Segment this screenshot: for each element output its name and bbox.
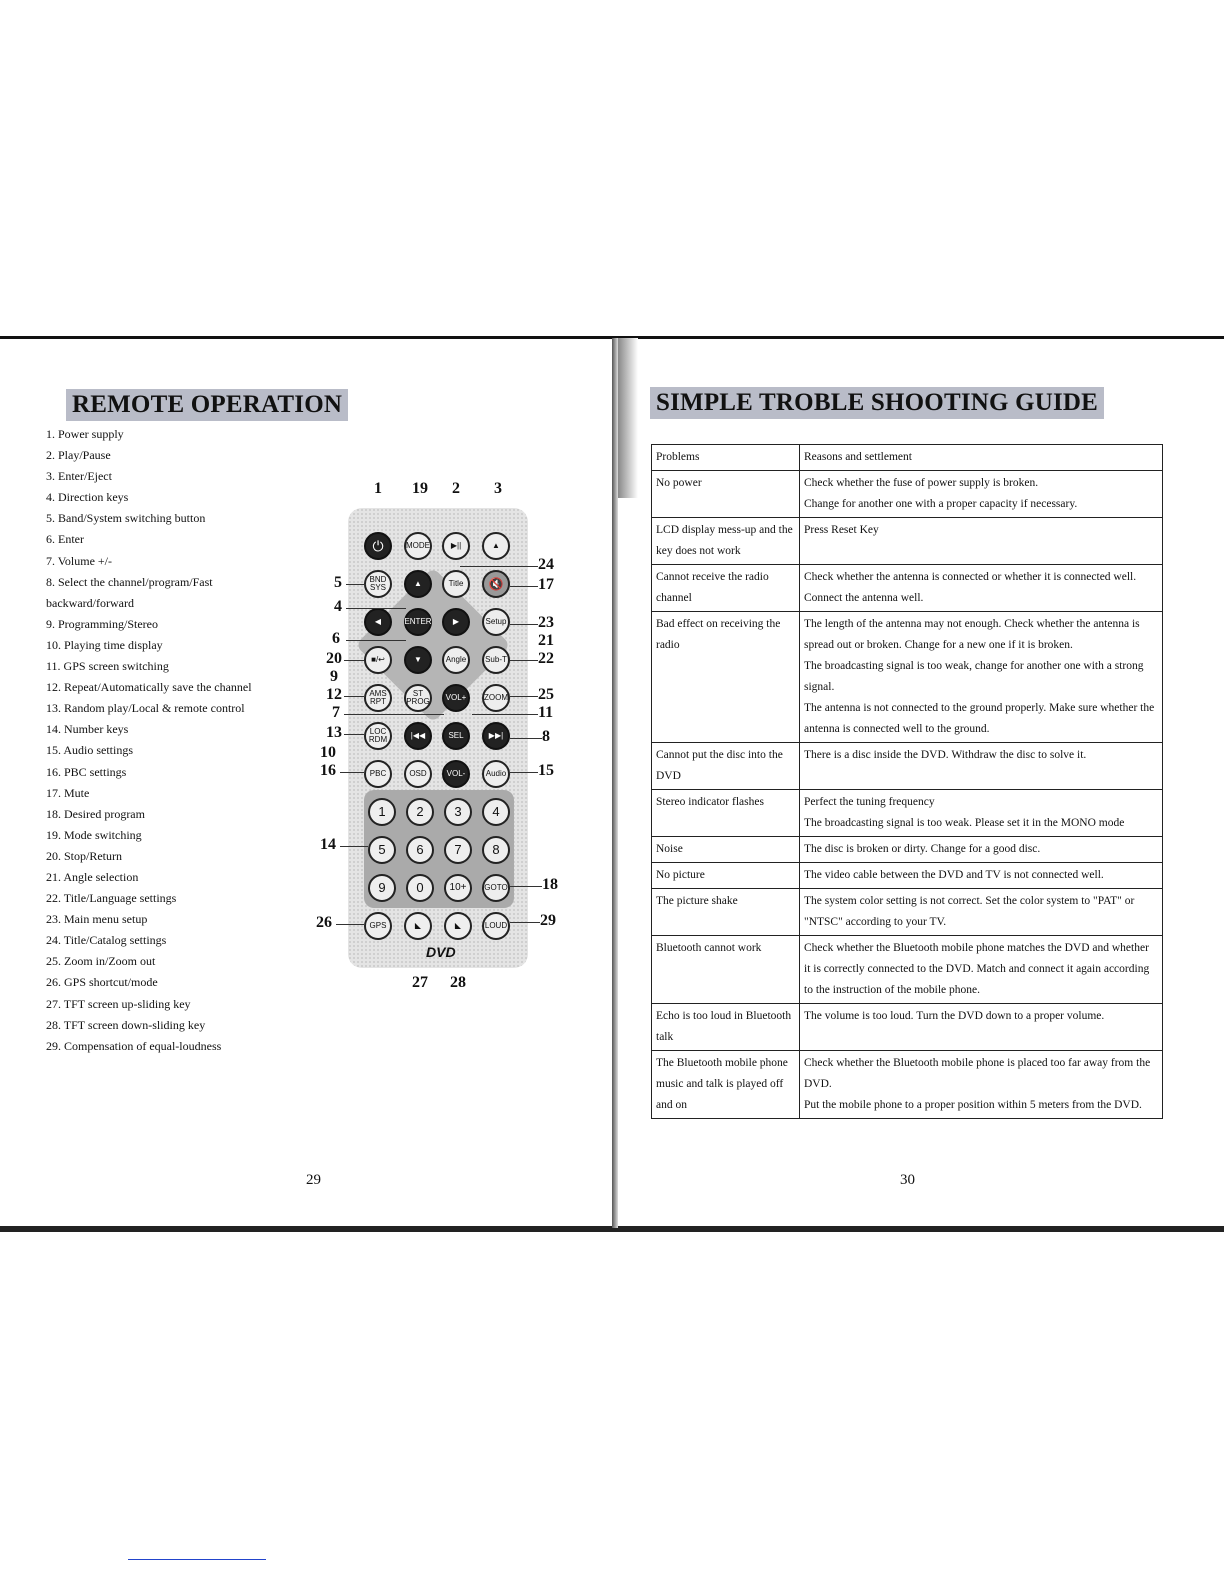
loc-rdm-button: LOC RDM xyxy=(364,722,392,750)
callout-label: 22 xyxy=(538,650,554,667)
callout-label: 17 xyxy=(538,576,554,593)
reason-line: The length of the antenna may not enough. Check whether the antenna is spread out or broken. Change for a new one if it is broken. xyxy=(804,618,1140,651)
callout-label: 24 xyxy=(538,556,554,573)
st-prog-button: ST PROG xyxy=(404,684,432,712)
loudness-button: LOUD xyxy=(482,912,510,940)
reason-cell xyxy=(800,743,1163,790)
reason-line: Put the mobile phone to a proper position within 5 meters from the DVD. xyxy=(804,1099,1142,1111)
left-button: ◀ xyxy=(364,608,392,636)
reason-line: Check whether the Bluetooth mobile phone is placed too far away from the DVD. xyxy=(804,1057,1151,1090)
leader-line xyxy=(340,846,368,847)
callout-label: 28 xyxy=(450,974,466,991)
gps-button: GPS xyxy=(364,912,392,940)
callout-label: 14 xyxy=(320,836,336,853)
list-item: 15. Audio settings xyxy=(46,743,134,758)
number-4-button: 4 xyxy=(482,798,510,826)
reason-cell xyxy=(800,518,1163,565)
reason-line: Check whether the Bluetooth mobile phone matches the DVD and whether it is correctly connected to the DVD. Match and connect it again according to the instruction of the mobile phone. xyxy=(804,942,1150,996)
leader-line xyxy=(344,660,364,661)
angle-button: Angle xyxy=(442,646,470,674)
reason-line: Press Reset Key xyxy=(804,524,879,536)
mode-button: MODE xyxy=(404,532,432,560)
list-item: 17. Mute xyxy=(46,785,90,800)
power-button xyxy=(364,532,392,560)
list-item: 11. GPS screen switching xyxy=(46,659,169,674)
down-button: ▼ xyxy=(404,646,432,674)
reason-cell xyxy=(800,790,1163,837)
leader-line xyxy=(510,586,538,587)
list-item: 5. Band/System switching button xyxy=(46,511,206,526)
callout-label: 10 xyxy=(320,744,336,761)
number-7-button: 7 xyxy=(444,836,472,864)
leader-line xyxy=(510,886,542,887)
reason-line: The antenna is not connected to the ground properly. Make sure whether the antenna is connected well to the ground. xyxy=(804,702,1155,735)
leader-line xyxy=(344,714,444,715)
leader-line xyxy=(510,624,538,625)
reason-cell xyxy=(800,612,1163,743)
list-item: 12. Repeat/Automatically save the channel xyxy=(46,680,252,695)
callout-label: 19 xyxy=(412,480,428,497)
list-item: 18. Desired program xyxy=(46,806,145,821)
reason-line: The system color setting is not correct. Set the color system to "PAT" or "NTSC" according to your TV. xyxy=(804,895,1135,928)
band-system-button: BND SYS xyxy=(364,570,392,598)
reason-line: Perfect the tuning frequency xyxy=(804,796,935,808)
list-item: 20. Stop/Return xyxy=(46,848,123,863)
remote-illustration xyxy=(300,470,580,1000)
callout-label: 29 xyxy=(540,912,556,929)
callout-label: 7 xyxy=(332,704,340,721)
title-button: Title xyxy=(442,570,470,598)
problem-cell: The Bluetooth mobile phone music and talk is played off and on xyxy=(652,1051,800,1119)
troubleshooting-table xyxy=(651,444,1163,1119)
enter-button: ENTER xyxy=(404,608,432,636)
number-5-button: 5 xyxy=(368,836,396,864)
tft-up-slide-button: ◣ xyxy=(404,912,432,940)
audio-button: Audio xyxy=(482,760,510,788)
callout-label: 18 xyxy=(542,876,558,893)
list-item: 27. TFT screen up-sliding key xyxy=(46,996,191,1011)
number-10plus-button: 10+ xyxy=(444,874,472,902)
reason-line: The broadcasting signal is too weak. Please set it in the MONO mode xyxy=(804,817,1125,829)
select-button: SEL xyxy=(442,722,470,750)
table-row xyxy=(652,1004,1163,1051)
callout-label: 15 xyxy=(538,762,554,779)
tft-down-slide-button: ◣ xyxy=(444,912,472,940)
callout-label: 2 xyxy=(452,480,460,497)
list-item: 23. Main menu setup xyxy=(46,912,148,927)
list-item: 7. Volume +/- xyxy=(46,553,112,568)
reason-line: Check whether the antenna is connected or whether it is connected well. xyxy=(804,571,1137,583)
reason-cell xyxy=(800,565,1163,612)
problem-cell: No picture xyxy=(652,863,800,889)
leader-line xyxy=(346,584,366,585)
list-item: 6. Enter xyxy=(46,532,84,547)
mute-button xyxy=(482,570,510,598)
leader-line xyxy=(510,696,538,697)
leader-line xyxy=(346,640,406,641)
list-item: 21. Angle selection xyxy=(46,869,139,884)
ams-rpt-button: AMS RPT xyxy=(364,684,392,712)
reason-line: The video cable between the DVD and TV is not connected well. xyxy=(804,869,1104,881)
list-item: 25. Zoom in/Zoom out xyxy=(46,954,156,969)
callout-label: 11 xyxy=(538,704,554,721)
table-row xyxy=(652,936,1163,1004)
callout-label: 21 xyxy=(538,632,554,649)
number-1-button: 1 xyxy=(368,798,396,826)
number-6-button: 6 xyxy=(406,836,434,864)
problem-cell: Cannot receive the radio channel xyxy=(652,565,800,612)
list-item: 16. PBC settings xyxy=(46,764,127,779)
page-number-left: 29 xyxy=(306,1172,321,1188)
number-0-button: 0 xyxy=(406,874,434,902)
reason-line: The volume is too loud. Turn the DVD down to a proper volume. xyxy=(804,1010,1105,1022)
reason-cell xyxy=(800,1004,1163,1051)
stop-return-button: ■/↩ xyxy=(364,646,392,674)
callout-label: 27 xyxy=(412,974,428,991)
problem-cell: LCD display mess-up and the key does not work xyxy=(652,518,800,565)
problem-cell: No power xyxy=(652,471,800,518)
reason-cell xyxy=(800,471,1163,518)
table-row xyxy=(652,612,1163,743)
list-item: 19. Mode switching xyxy=(46,827,142,842)
list-item: 26. GPS shortcut/mode xyxy=(46,975,158,990)
list-item: 8. Select the channel/program/Fast xyxy=(46,574,213,589)
number-9-button: 9 xyxy=(368,874,396,902)
problem-cell: Stereo indicator flashes xyxy=(652,790,800,837)
subtitle-button: Sub-T xyxy=(482,646,510,674)
remote-feature-list xyxy=(46,424,306,1057)
table-row xyxy=(652,471,1163,518)
leader-line xyxy=(510,922,540,923)
callout-label: 13 xyxy=(326,724,342,741)
right-button: ▶ xyxy=(442,608,470,636)
previous-button: |◀◀ xyxy=(404,722,432,750)
problem-cell: Cannot put the disc into the DVD xyxy=(652,743,800,790)
callout-label: 4 xyxy=(334,598,342,615)
list-item: 2. Play/Pause xyxy=(46,448,111,463)
list-item: 13. Random play/Local & remote control xyxy=(46,701,245,716)
volume-up-button: VOL+ xyxy=(442,684,470,712)
callout-label: 23 xyxy=(538,614,554,631)
number-2-button: 2 xyxy=(406,798,434,826)
problem-cell: Echo is too loud in Bluetooth talk xyxy=(652,1004,800,1051)
leader-line xyxy=(510,738,542,739)
callout-label: 12 xyxy=(326,686,342,703)
list-item: 4. Direction keys xyxy=(46,490,129,505)
reason-cell xyxy=(800,863,1163,889)
page-shadow xyxy=(618,338,638,498)
troubleshooting-heading: SIMPLE TROBLE SHOOTING GUIDE xyxy=(650,387,1104,419)
list-item: 22. Title/Language settings xyxy=(46,891,177,906)
leader-line xyxy=(336,924,364,925)
callout-label: 3 xyxy=(494,480,502,497)
eject-button: ▲ xyxy=(482,532,510,560)
leader-line xyxy=(510,772,538,773)
list-item: 10. Playing time display xyxy=(46,637,163,652)
problem-cell: The picture shake xyxy=(652,889,800,936)
problem-cell: Bluetooth cannot work xyxy=(652,936,800,1004)
reason-line: The broadcasting signal is too weak, change for another one with a strong signal. xyxy=(804,660,1144,693)
callout-label: 16 xyxy=(320,762,336,779)
table-row xyxy=(652,790,1163,837)
page-number-right: 30 xyxy=(900,1172,915,1188)
dvd-logo: DVD xyxy=(426,944,456,960)
reason-cell xyxy=(800,1051,1163,1119)
table-row xyxy=(652,837,1163,863)
next-button: ▶▶| xyxy=(482,722,510,750)
leader-line xyxy=(344,734,364,735)
callout-label: 1 xyxy=(374,480,382,497)
leader-line xyxy=(346,608,406,609)
reason-cell xyxy=(800,837,1163,863)
callout-label: 26 xyxy=(316,914,332,931)
number-8-button: 8 xyxy=(482,836,510,864)
callout-label: 6 xyxy=(332,630,340,647)
mute-icon: 🔇 xyxy=(488,577,504,591)
leader-line xyxy=(510,660,538,661)
reason-line: Connect the antenna well. xyxy=(804,592,924,604)
problem-cell: Noise xyxy=(652,837,800,863)
reason-line: There is a disc inside the DVD. Withdraw the disc to solve it. xyxy=(804,749,1087,761)
leader-line xyxy=(472,714,538,715)
setup-button: Setup xyxy=(482,608,510,636)
callout-label: 8 xyxy=(542,728,550,745)
play-pause-button: ▶|| xyxy=(442,532,470,560)
list-item: 14. Number keys xyxy=(46,722,129,737)
table-row xyxy=(652,565,1163,612)
reason-line: The disc is broken or dirty. Change for a good disc. xyxy=(804,843,1041,855)
callout-label: 5 xyxy=(334,574,342,591)
problem-cell: Bad effect on receiving the radio xyxy=(652,612,800,743)
table-row xyxy=(652,863,1163,889)
goto-button: GOTO xyxy=(482,874,510,902)
reason-cell xyxy=(800,889,1163,936)
remote-operation-heading: REMOTE OPERATION xyxy=(66,389,348,421)
callout-label: 9 xyxy=(330,668,338,685)
up-button: ▲ xyxy=(404,570,432,598)
zoom-button: ZOOM xyxy=(482,684,510,712)
reason-cell xyxy=(800,936,1163,1004)
table-row xyxy=(652,743,1163,790)
table-row xyxy=(652,518,1163,565)
header-cell: Problems xyxy=(652,445,800,471)
list-item: 3. Enter/Eject xyxy=(46,469,112,484)
callout-label: 20 xyxy=(326,650,342,667)
list-item: 24. Title/Catalog settings xyxy=(46,933,167,948)
list-item: 28. TFT screen down-sliding key xyxy=(46,1017,206,1032)
power-icon: ⏻ xyxy=(372,538,384,554)
table-row xyxy=(652,889,1163,936)
list-item: 1. Power supply xyxy=(46,427,124,441)
leader-line xyxy=(460,566,538,567)
list-item: 9. Programming/Stereo xyxy=(46,616,158,631)
scan-artifact-line xyxy=(128,1559,266,1560)
list-item: 29. Compensation of equal-loudness xyxy=(46,1038,222,1053)
reason-line: Check whether the fuse of power supply is broken. xyxy=(804,477,1039,489)
table-header-row xyxy=(652,445,1163,471)
list-item: backward/forward xyxy=(46,595,134,610)
leader-line xyxy=(344,696,364,697)
osd-button: OSD xyxy=(404,760,432,788)
table-row xyxy=(652,1051,1163,1119)
pbc-button: PBC xyxy=(364,760,392,788)
volume-down-button: VOL- xyxy=(442,760,470,788)
callout-label: 25 xyxy=(538,686,554,703)
number-3-button: 3 xyxy=(444,798,472,826)
reason-line: Change for another one with a proper capacity if necessary. xyxy=(804,498,1078,510)
header-cell: Reasons and settlement xyxy=(800,445,1163,471)
leader-line xyxy=(340,772,364,773)
